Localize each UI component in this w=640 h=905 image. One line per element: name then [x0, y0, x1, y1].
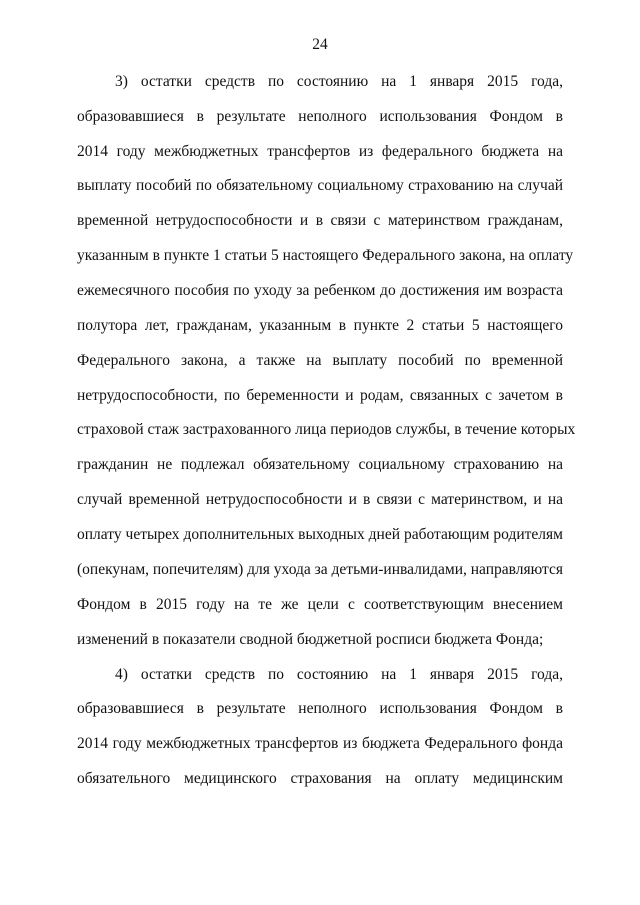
text-line: 2014 году межбюджетных трансфертов из федерального бюджета на — [77, 143, 563, 160]
text-line: оплату четырех дополнительных выходных дней работающим родителям — [77, 526, 563, 543]
text-line: нетрудоспособности, по беременности и родам, связанных с зачетом в — [77, 387, 563, 404]
text-line: образовавшиеся в результате неполного использования Фондом в — [77, 700, 563, 717]
text-line: 2014 году межбюджетных трансфертов из бюджета Федерального фонда — [77, 735, 563, 752]
text-line: гражданин не подлежал обязательному социальному страхованию на — [77, 456, 563, 473]
text-line: случай временной нетрудоспособности и в связи с материнством, и на — [77, 491, 563, 508]
text-line: временной нетрудоспособности и в связи с материнством гражданам, — [77, 212, 563, 229]
text-line: выплату пособий по обязательному социальному страхованию на случай — [77, 177, 563, 194]
text-line: 3) остатки средств по состоянию на 1 января 2015 года, — [115, 73, 563, 90]
text-line: 4) остатки средств по состоянию на 1 января 2015 года, — [115, 666, 563, 683]
text-line: обязательного медицинского страхования на оплату медицинским — [77, 770, 563, 787]
text-line: полутора лет, гражданам, указанным в пункте 2 статьи 5 настоящего — [77, 317, 563, 334]
text-line: образовавшиеся в результате неполного использования Фондом в — [77, 108, 563, 125]
text-line: страховой стаж застрахованного лица периодов службы, в течение которых — [77, 421, 576, 438]
text-line: Фондом в 2015 году на те же цели с соответствующим внесением — [77, 596, 563, 613]
text-line: указанным в пункте 1 статьи 5 настоящего Федерального закона, на оплату — [77, 247, 574, 264]
text-line: изменений в показатели сводной бюджетной росписи бюджета Фонда; — [77, 631, 544, 648]
text-line: (опекунам, попечителям) для ухода за детьми-инвалидами, направляются — [77, 561, 563, 578]
page-number: 24 — [312, 36, 328, 53]
text-line: Федерального закона, а также на выплату пособий по временной — [77, 352, 563, 369]
text-line: ежемесячного пособия по уходу за ребенком до достижения им возраста — [77, 282, 563, 299]
